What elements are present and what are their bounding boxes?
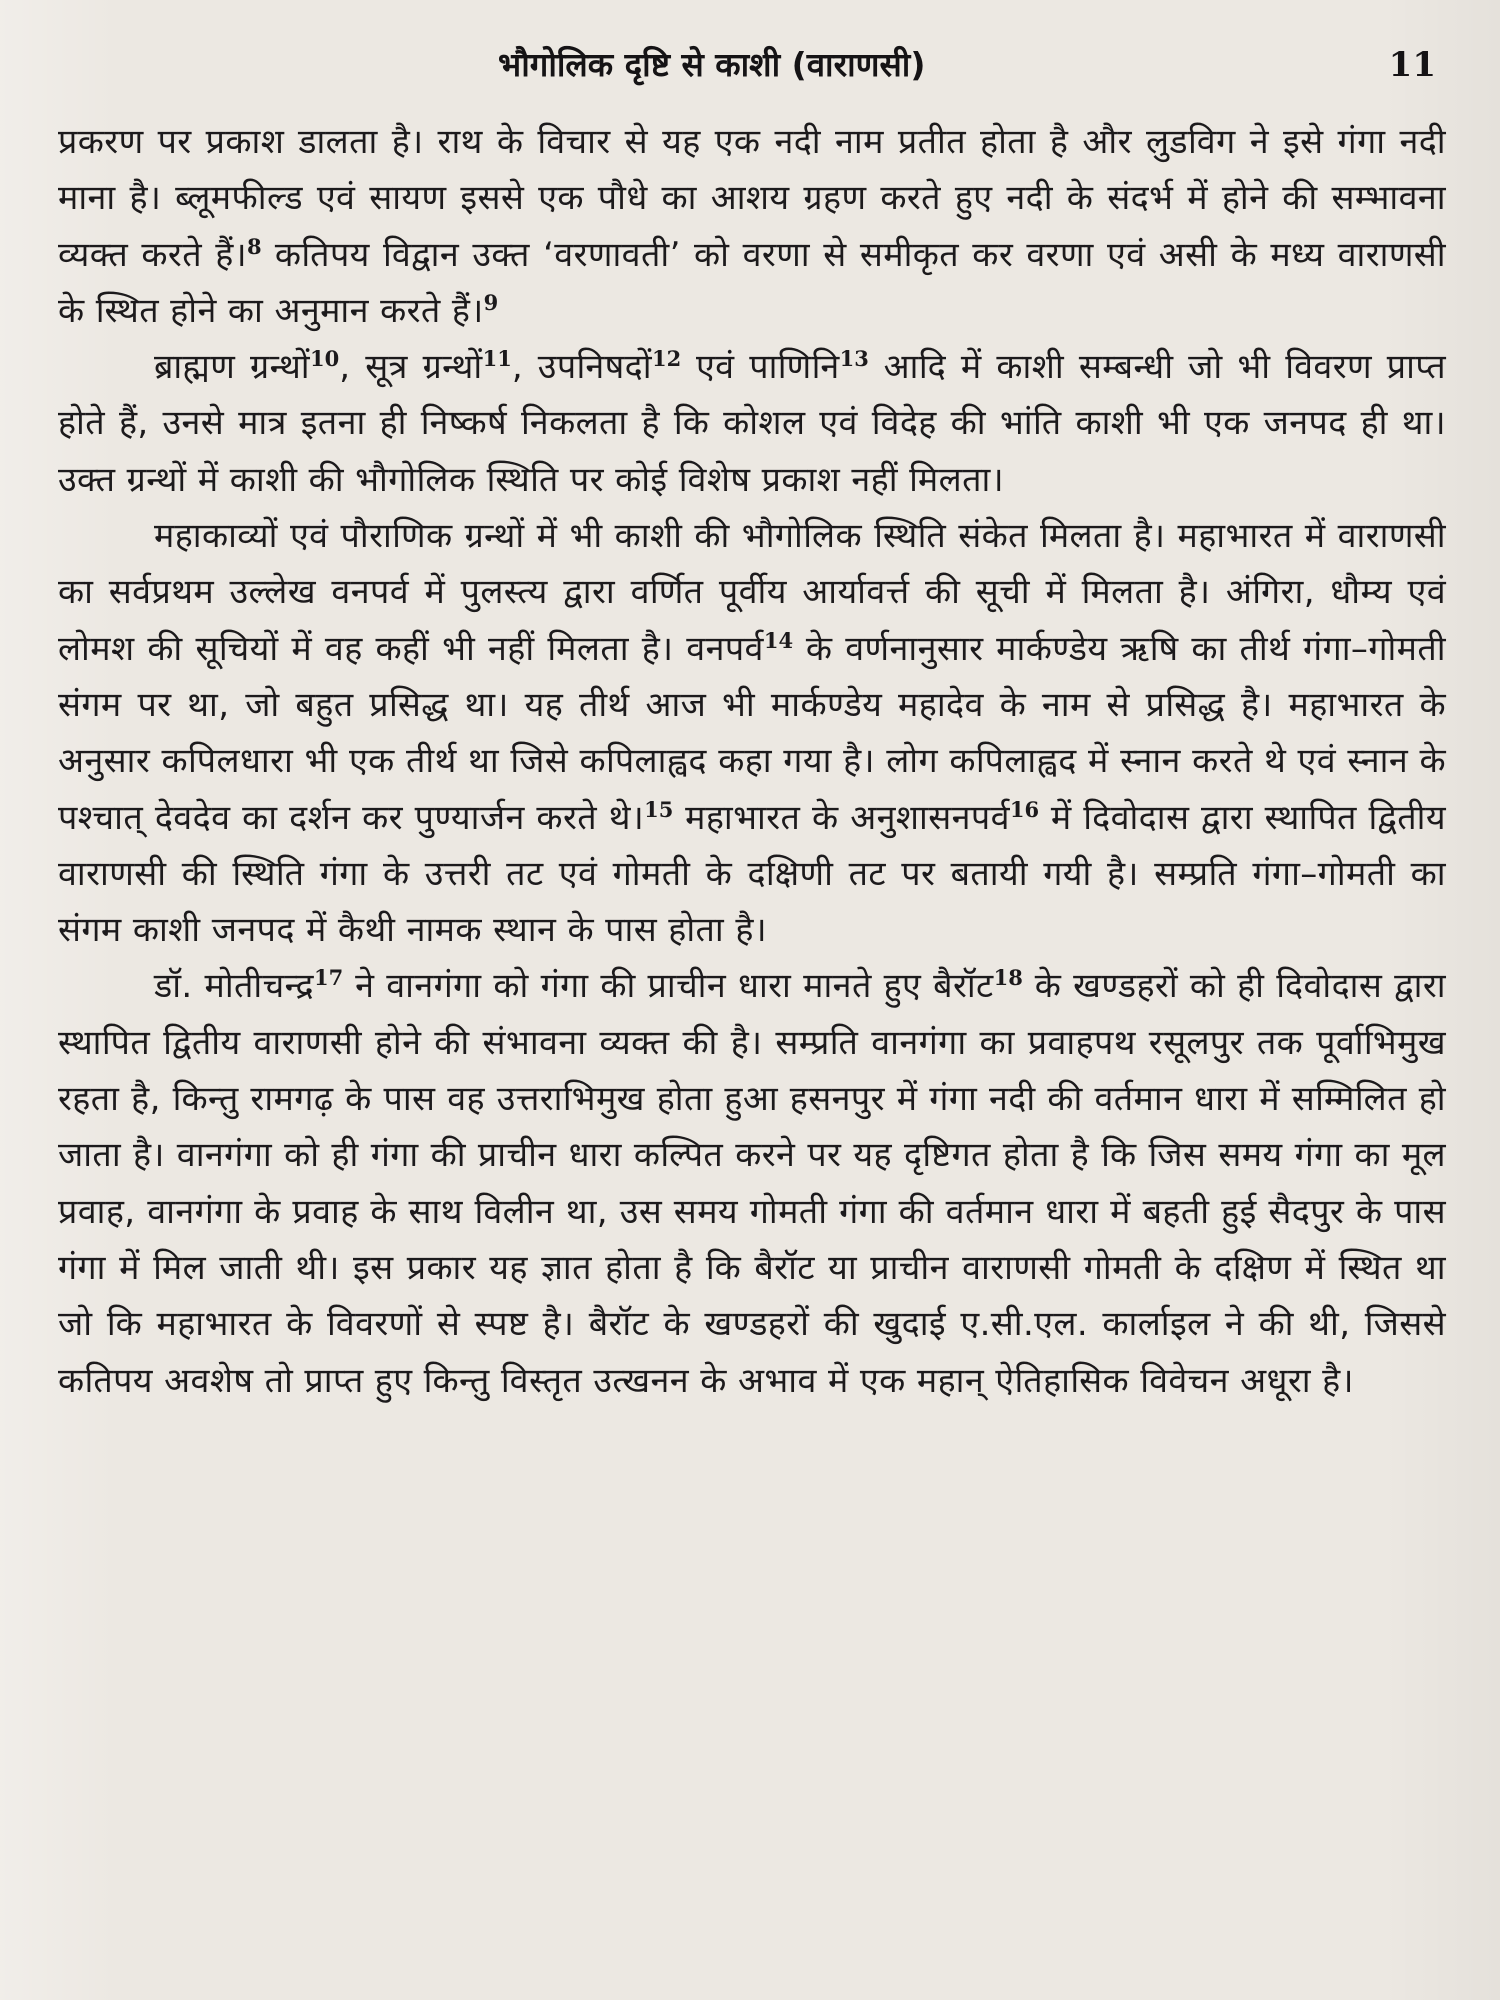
page-number: 11 — [1388, 45, 1436, 85]
body-text — [58, 114, 1446, 1409]
paragraph-1 — [58, 114, 1446, 339]
chapter-title: भौगोलिक दृष्टि से काशी (वाराणसी) — [498, 45, 926, 84]
paragraph-text: के वर्णनानुसार मार्कण्डेय ऋषि का तीर्थ गंगा–गोमती संगम पर था, जो बहुत प्रसिद्ध था। यह तीर्थ आज भी मार्कण्डेय महादेव के नाम से प्रसिद्ध है। महाभारत के अनुसार कपिलधारा भी एक तीर्थ था जिसे कपिलाह्वद कहा गया है। लोग कपिलाह्वद में स्नान करते थे एवं स्नान के पश्चात् देवदेव का दर्शन कर पुण्यार्जन करते थे। — [58, 628, 1446, 838]
paragraph-text: महाकाव्यों एवं पौराणिक ग्रन्थों में भी काशी की भौगोलिक स्थिति संकेत मिलता है। महाभारत में वाराणसी का सर्वप्रथम उल्लेख वनपर्व में पुलस्त्य द्वारा वर्णित पूर्वीय आर्यावर्त्त की सूची में मिलता है। अंगिरा, धौम्य एवं लोमश की सूचियों में वह कहीं भी नहीं मिलता है। वनपर्व — [58, 516, 1446, 669]
footnote-ref-8: 8 — [246, 233, 262, 259]
paragraph-text: एवं पाणिनि — [681, 347, 840, 388]
paragraph-text: ब्राह्मण ग्रन्थों — [154, 347, 311, 388]
running-header — [58, 36, 1446, 94]
paragraph-text: , उपनिषदों — [511, 347, 652, 388]
paragraph-text: में दिवोदास द्वारा स्थापित द्वितीय वाराणसी की स्थिति गंगा के उत्तरी तट एवं गोमती के दक्षिणी तट पर बतायी गयी है। सम्प्रति गंगा–गोमती का संगम काशी जनपद में कैथी नामक स्थान के पास होता है। — [58, 797, 1446, 951]
footnote-ref-9: 9 — [483, 289, 499, 315]
footnote-ref-14: 14 — [763, 627, 794, 653]
paragraph-text: आदि में काशी सम्बन्धी जो भी विवरण प्राप्त होते हैं, उनसे मात्र इतना ही निष्कर्ष निकलता है कि कोशल एवं विदेह की भांति काशी भी एक जनपद ही था। उक्त ग्रन्थों में काशी की भौगोलिक स्थिति पर कोई विशेष प्रकाश नहीं मिलता। — [58, 347, 1446, 500]
paragraph-text: डॉ. मोतीचन्द्र — [154, 966, 314, 1007]
paragraph-text: , सूत्र ग्रन्थों — [339, 347, 483, 388]
footnote-ref-11: 11 — [482, 346, 512, 372]
footnote-ref-15: 15 — [644, 796, 674, 822]
paragraph-2 — [58, 339, 1446, 508]
footnote-ref-16: 16 — [1009, 796, 1040, 822]
paragraph-3 — [58, 508, 1446, 958]
paragraph-text: कतिपय विद्वान उक्त ‘वरणावती’ को वरणा से समीकृत कर वरणा एवं असी के मध्य वाराणसी के स्थित होने का अनुमान करते हैं। — [58, 234, 1446, 331]
paragraph-text: के खण्डहरों को ही दिवोदास द्वारा स्थापित द्वितीय वाराणसी होने की संभावना व्यक्त की है। सम्प्रति वानगंगा का प्रवाहपथ रसूलपुर तक पूर्वाभिमुख रहता है, किन्तु रामगढ़ के पास वह उत्तराभिमुख होता हुआ हसनपुर में गंगा नदी की वर्तमान धारा में सम्मिलित हो जाता है। वानगंगा को ही गंगा की प्राचीन धारा कल्पित करने पर यह दृष्टिगत होता है कि जिस समय गंगा का मूल प्रवाह, वानगंगा के प्रवाह के साथ विलीन था, उस समय गोमती गंगा की वर्तमान धारा में बहती हुई सैदपुर के पास गंगा में मिल जाती थी। इस प्रकार यह ज्ञात होता है कि बैरॉट या प्राचीन वाराणसी गोमती के दक्षिण में स्थित था जो कि महाभारत के विवरणों से स्पष्ट है। बैरॉट के खण्डहरों की खुदाई ए.सी.एल. कार्लाइल ने की थी, जिससे कतिपय अवशेष तो प्राप्त हुए किन्तु विस्तृत उत्खनन के अभाव में एक महान् ऐतिहासिक विवेचन अधूरा है। — [58, 966, 1446, 1401]
paragraph-text: ने वानगंगा को गंगा की प्राचीन धारा मानते हुए बैरॉट — [343, 966, 994, 1007]
footnote-ref-13: 13 — [839, 346, 869, 372]
footnote-ref-17: 17 — [313, 965, 344, 991]
footnote-ref-12: 12 — [651, 346, 682, 372]
paragraph-text: महाभारत के अनुशासनपर्व — [673, 797, 1010, 838]
paragraph-4 — [58, 958, 1446, 1408]
footnote-ref-18: 18 — [993, 965, 1023, 991]
footnote-ref-10: 10 — [310, 346, 340, 372]
paragraph-text: प्रकरण पर प्रकाश डालता है। राथ के विचार से यह एक नदी नाम प्रतीत होता है और लुडविग ने इसे गंगा नदी माना है। ब्लूमफील्ड एवं सायण इससे एक पौधे का आशय ग्रहण करते हुए नदी के संदर्भ में होने की सम्भावना व्यक्त करते हैं। — [58, 122, 1446, 275]
